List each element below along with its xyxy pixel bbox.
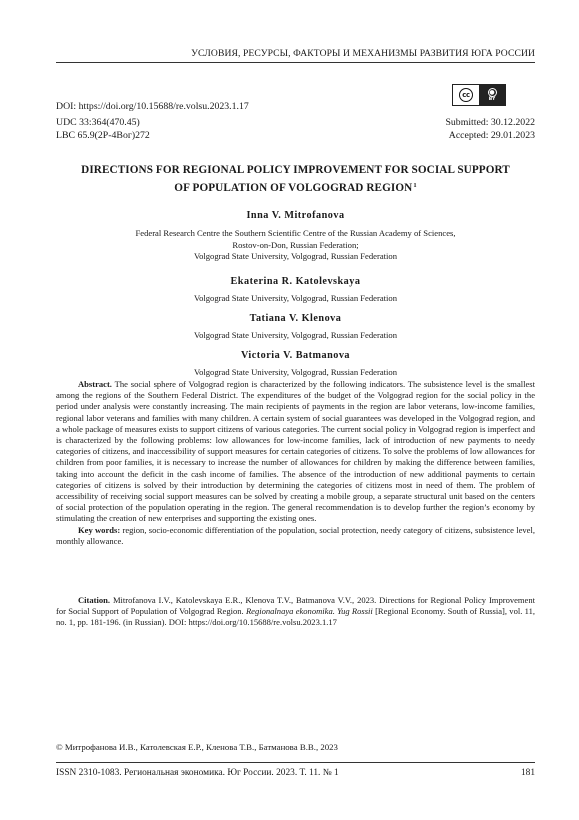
by-label: BY [488, 96, 496, 102]
footer-divider [56, 762, 535, 763]
article-title [56, 161, 535, 197]
citation-journal: Regionalnaya ekonomika. Yug Rossii [245, 606, 373, 617]
submission-dates [445, 116, 535, 142]
page-number: 181 [520, 768, 535, 778]
udc-code: UDC 33:364(470.45) [56, 117, 140, 128]
author-name: Tatiana V. Klenova [249, 313, 342, 324]
citation-text: Mitrofanova I.V., Katolevskaya E.R., Klenova T.V., Batmanova V.V., 2023. Directions for Regional Policy Improvement for Social Support of Population of Volgograd Region. [56, 595, 536, 617]
submitted-date: Submitted: 30.12.2022 [445, 117, 535, 128]
author-affiliation [56, 228, 535, 263]
abstract-text: The social sphere of Volgograd region is characterized by the following indicators. The subsistence level is the smallest among the regions of the Southern Federal District. The expenditures of the budget of the Volgograd region for the social policy in the period under analysis were constantly increasing. The main recipients of payments in the region are labor veterans, low-income families, regional labor veterans and families with many children. A certain system of social guarantees was developed in the Volgograd region, and a whole package of measures exists to support citizens of various categories. The current social policy in Volgograd region is imperfect and is characterized by the following problems: low allowances for low-income families, lack of introduction of new payments to needy categories of citizens, and inaccessibility of support measures for certain categories of citizens. To solve the problems of low allowances for children from poor families, it is necessary to increase the number of allowances for children by making the difference between families, taking into account the deficit in the cash income of families. The absence of the introduction of new additional payments to certain categories of citizens is solved by their introduction by determining the categories of citizens most in need of them. The problem of accessibility of receiving social support measures can be solved by creating a mobile group, a separate structural unit based on the centers of social protection of the population operating in the region. The general recommendation is to develop further the region’s economy by stimulating the creation of new enterprises and supporting the existing ones. [56, 379, 535, 524]
by-attribution [479, 85, 505, 105]
accepted-date: Accepted: 29.01.2023 [448, 130, 535, 141]
affiliation-line: Federal Research Centre the Southern Scientific Centre of the Russian Academy of Sciences, [135, 228, 456, 238]
cc-circle-icon: cc [459, 88, 473, 102]
affiliation-line: Volgograd State University, Volgograd, Russian Federation [193, 251, 398, 261]
copyright-notice: © Митрофанова И.В., Католевская Е.Р., Кленова Т.В., Батманова В.В., 2023 [56, 742, 338, 752]
header-divider [56, 62, 535, 63]
title-line-1: DIRECTIONS FOR REGIONAL POLICY IMPROVEMENT FOR SOCIAL SUPPORT [81, 164, 510, 176]
author-name: Victoria V. Batmanova [240, 350, 351, 361]
doi-link[interactable]: DOI: https://doi.org/10.15688/re.volsu.2023.1.17 [56, 101, 249, 112]
affiliation-line: Volgograd State University, Volgograd, Russian Federation [193, 293, 398, 303]
keywords-label: Key words: [78, 524, 121, 535]
title-footnote-marker[interactable]: 1 [413, 182, 417, 189]
footer-issn: ISSN 2310-1083. Региональная экономика. Юг России. 2023. Т. 11. № 1 [56, 768, 339, 778]
abstract-paragraph [56, 379, 535, 525]
cc-logo [453, 85, 479, 105]
author-affiliation [56, 293, 535, 305]
author-name: Inna V. Mitrofanova [246, 210, 345, 221]
citation-paragraph [56, 595, 535, 629]
classification-codes [56, 116, 150, 142]
person-icon: ● [489, 88, 495, 96]
affiliation-line: Volgograd State University, Volgograd, Russian Federation [193, 367, 398, 377]
affiliation-line: Rostov-on-Don, Russian Federation; [232, 239, 359, 250]
author-affiliation [56, 367, 535, 379]
title-line-2: OF POPULATION OF VOLGOGRAD REGION [174, 182, 413, 194]
citation-text-continued[interactable]: [Regional Economy. South of Russia], vol. 11, no. 1, pp. 181-196. (in Russian). DOI: https://doi.org/10.15688/re.volsu.2023.1.17 [56, 606, 535, 628]
citation-label: Citation. [78, 595, 111, 605]
creative-commons-by-icon[interactable] [452, 84, 506, 106]
running-header: УСЛОВИЯ, РЕСУРСЫ, ФАКТОРЫ И МЕХАНИЗМЫ РАЗВИТИЯ ЮГА РОССИИ [191, 48, 535, 59]
abstract-label: Abstract. [78, 379, 112, 389]
keywords-paragraph [56, 525, 535, 547]
affiliation-line: Volgograd State University, Volgograd, Russian Federation [193, 330, 398, 340]
keywords-text: region, socio-economic differentiation of the population, social protection, needy category of citizens, subsistence level, monthly allowance. [56, 524, 535, 546]
author-name: Ekaterina R. Katolevskaya [230, 276, 361, 287]
lbc-code: LBC 65.9(2Р-4Вог)272 [56, 130, 150, 141]
abstract-section [56, 379, 535, 547]
author-affiliation [56, 330, 535, 342]
